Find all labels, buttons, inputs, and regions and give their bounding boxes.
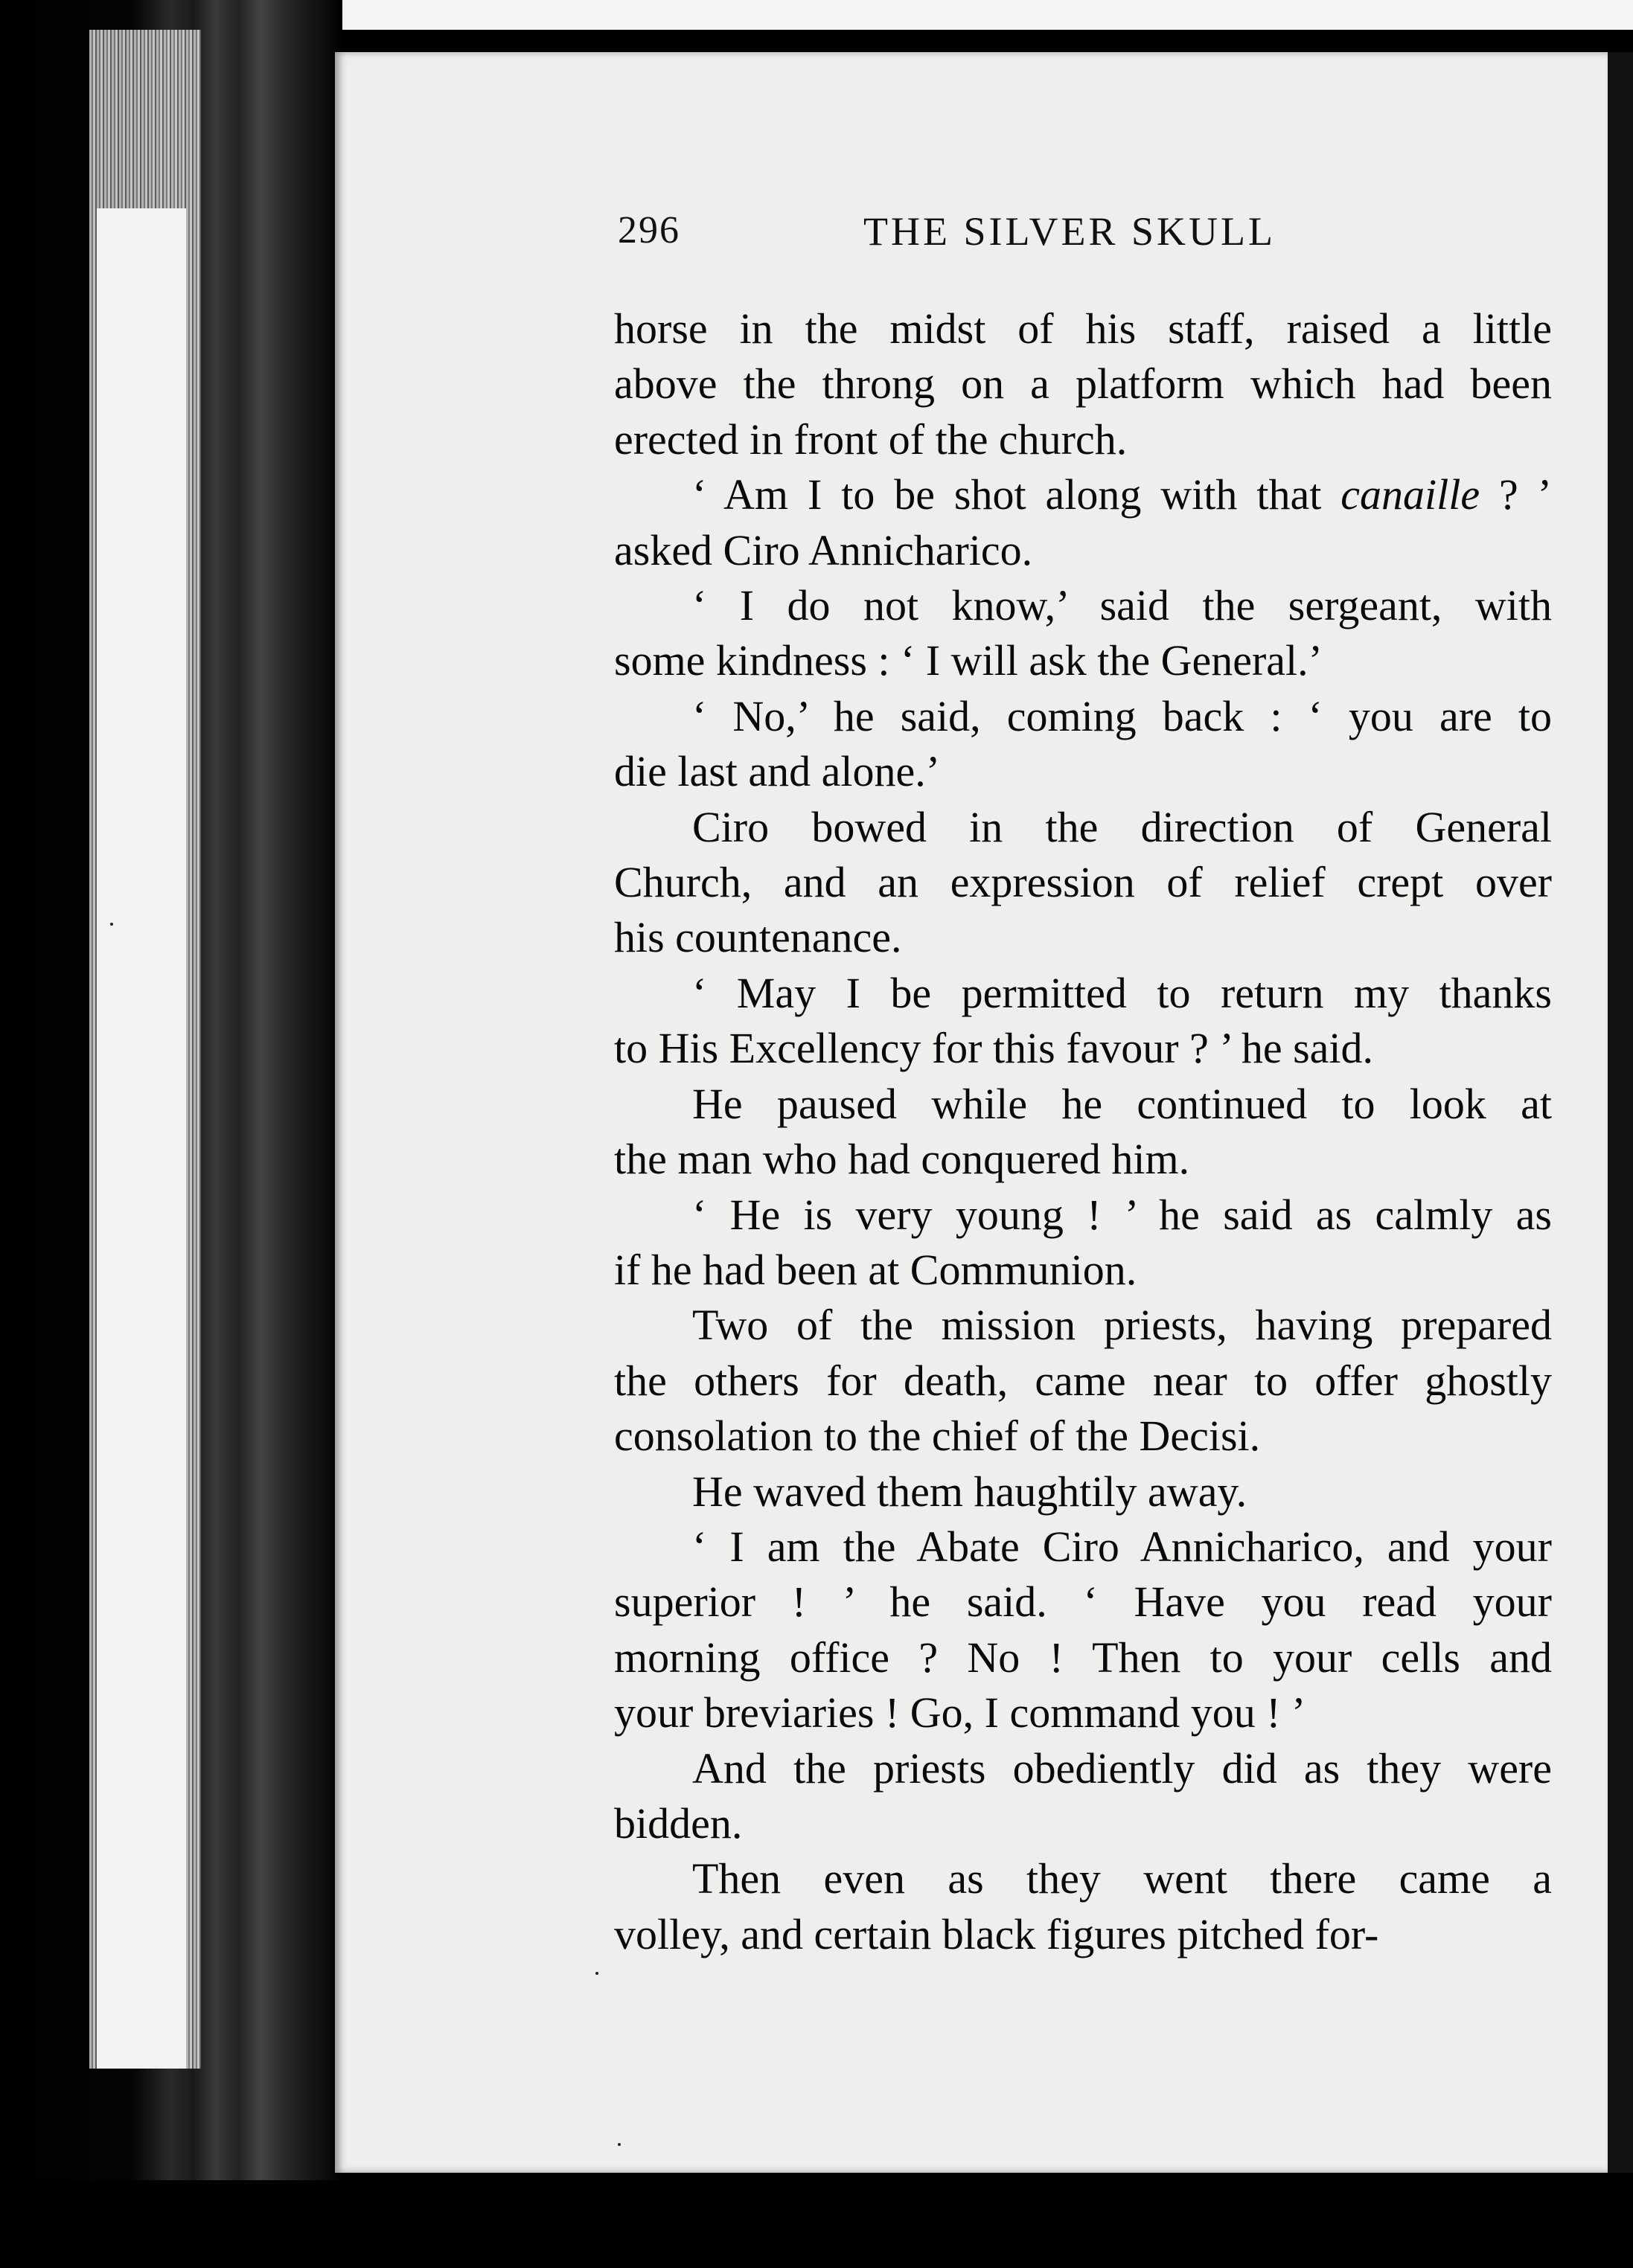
previous-leaf-edge xyxy=(253,0,1633,30)
running-head: THE SILVER SKULL xyxy=(863,209,1276,254)
text-line: ‘ No,’ he said, coming back : ‘ you are to xyxy=(692,691,1552,740)
text-line: bidden. xyxy=(614,1798,743,1848)
paragraph xyxy=(614,467,1552,578)
text-line: if he had been at Communion. xyxy=(614,1245,1137,1294)
page-speck xyxy=(110,923,113,926)
paragraph xyxy=(614,578,1552,689)
paragraph xyxy=(614,800,1552,966)
text-line: asked Ciro Annicharico. xyxy=(614,525,1033,574)
paragraph xyxy=(614,301,1552,467)
paragraph xyxy=(614,966,1552,1077)
text-line: Then even as they went there came a xyxy=(692,1854,1552,1903)
text-line: erected in front of the church. xyxy=(614,414,1128,464)
paragraph xyxy=(614,1851,1552,1962)
text-line: Two of the mission priests, having prepared xyxy=(692,1301,1552,1350)
bottom-dark-border xyxy=(0,2180,1633,2268)
page-speck xyxy=(595,1972,598,1975)
paragraph xyxy=(614,1519,1552,1741)
text-line: ‘ Am I to be shot along with that canaille ? ’ xyxy=(692,470,1553,519)
paragraph xyxy=(614,1464,1552,1519)
page-number: 296 xyxy=(618,209,680,252)
text-line: the others for death, came near to offer ghostly xyxy=(614,1356,1552,1405)
text-line: morning office ? No ! Then to your cells and xyxy=(614,1633,1552,1682)
text-line: He waved them haughtily away. xyxy=(692,1467,1247,1516)
paragraph xyxy=(614,1741,1552,1852)
text-line: above the throng on a platform which had been xyxy=(614,359,1552,409)
text-line: the man who had conquered him. xyxy=(614,1135,1190,1184)
paragraph xyxy=(614,1298,1552,1464)
text-line: He paused while he continued to look at xyxy=(692,1079,1552,1128)
text-line: ‘ I do not know,’ said the sergeant, with xyxy=(692,581,1552,630)
text-line: And the priests obediently did as they were xyxy=(692,1743,1552,1793)
text-line: ‘ I am the Abate Ciro Annicharico, and your xyxy=(692,1522,1552,1571)
text-line: horse in the midst of his staff, raised a little xyxy=(614,304,1552,353)
text-line: to His Excellency for this favour ? ’ he said. xyxy=(614,1024,1374,1073)
page-header xyxy=(618,208,1578,268)
text-line: die last and alone.’ xyxy=(614,747,941,796)
text-line: his countenance. xyxy=(614,913,902,962)
text-line: consolation to the chief of the Decisi. xyxy=(614,1412,1261,1461)
paragraph xyxy=(614,689,1552,800)
paragraph xyxy=(614,1188,1552,1298)
text-line: ‘ He is very young ! ’ he said as calmly as xyxy=(692,1190,1552,1239)
text-line: your breviaries ! Go, I command you ! ’ xyxy=(614,1688,1306,1737)
body-text xyxy=(614,301,1552,1962)
text-line: Church, and an expression of relief crept over xyxy=(614,858,1552,907)
page-speck xyxy=(618,2143,621,2146)
text-line: ‘ May I be permitted to return my thanks xyxy=(692,968,1552,1017)
text-line: superior ! ’ he said. ‘ Have you read your xyxy=(614,1577,1552,1627)
text-line: volley, and certain black figures pitched for- xyxy=(614,1909,1379,1958)
right-dark-border xyxy=(1608,52,1633,2173)
page-edge-strip xyxy=(97,208,186,2069)
paragraph xyxy=(614,1077,1552,1188)
text-line: Ciro bowed in the direction of General xyxy=(692,802,1552,851)
text-line: some kindness : ‘ I will ask the General.’ xyxy=(614,636,1323,685)
